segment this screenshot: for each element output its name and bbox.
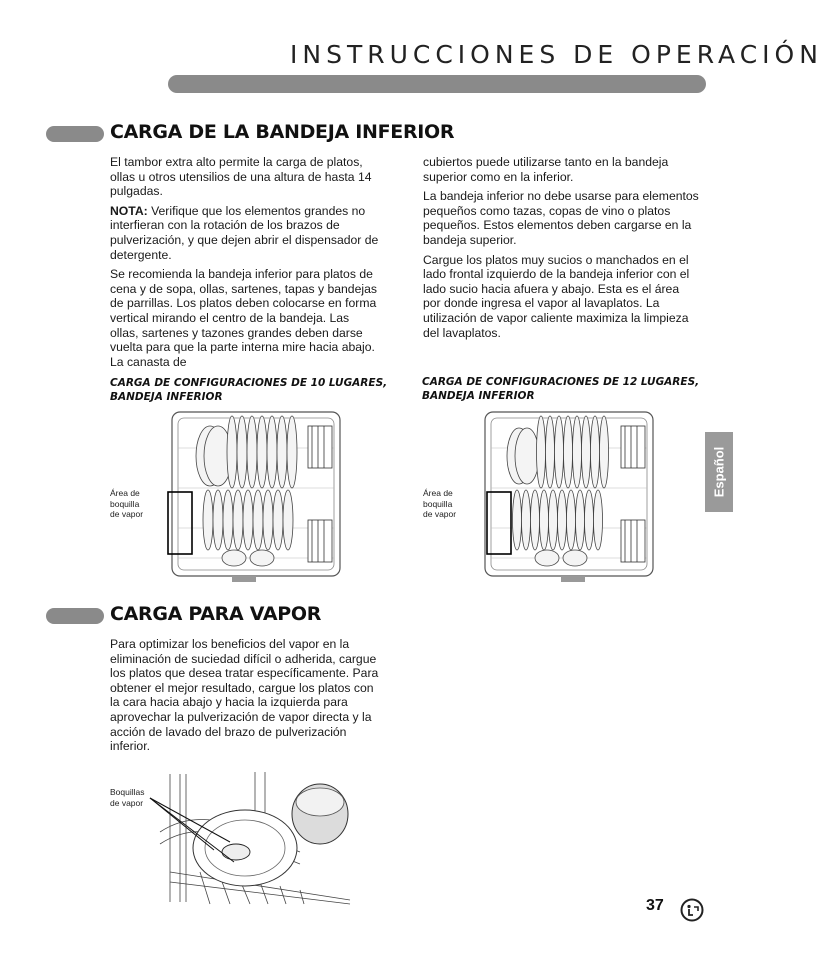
rack-illustration-10-place <box>150 408 360 586</box>
note-label: NOTA: <box>110 203 148 218</box>
section1-left-column <box>110 155 380 374</box>
lg-logo-icon <box>680 898 704 922</box>
section-title-steam-loading: CARGA PARA VAPOR <box>110 603 322 625</box>
section-marker-pill <box>46 126 104 142</box>
language-side-tab <box>705 432 733 512</box>
page-number: 37 <box>646 897 664 914</box>
paragraph: El tambor extra alto permite la carga de platos, ollas u otros utensilios de una altura de hasta 14 pulgadas. <box>110 155 372 199</box>
steam-nozzle-illustration <box>150 772 360 904</box>
figure-caption-10-place: CARGA DE CONFIGURACIONES DE 10 LUGARES, BANDEJA INFERIOR <box>110 377 388 403</box>
section1-right-column <box>423 155 700 345</box>
page-header-title: INSTRUCCIONES DE OPERACIÓN <box>290 40 823 69</box>
paragraph: Para optimizar los beneficios del vapor en la eliminación de suciedad difícil o adherida, cargue los platos que desea tratar específicamente. Para obtener el mejor resultado, cargue los platos con la cara hacia abajo y hacia la izquierda para aprovechar la pulverización de vapor directa y la acción de lavado del brazo de pulverización inferior. <box>110 637 379 754</box>
steam-nozzle-area-label: Área de boquilla de vapor <box>110 488 144 519</box>
section-title-lower-rack: CARGA DE LA BANDEJA INFERIOR <box>110 121 455 143</box>
section-marker-pill <box>46 608 104 624</box>
header-bar <box>168 75 706 93</box>
language-label: Español <box>711 446 727 498</box>
paragraph: cubiertos puede utilizarse tanto en la bandeja superior como en la inferior. <box>423 155 669 184</box>
figure-caption-12-place: CARGA DE CONFIGURACIONES DE 12 LUGARES, BANDEJA INFERIOR <box>422 376 700 402</box>
paragraph: La bandeja inferior no debe usarse para elementos pequeños como tazas, copas de vino o platos pequeños. Estos elementos deben cargarse en la bandeja superior. <box>423 189 699 247</box>
note-text: Verifique que los elementos grandes no interfieran con la rotación de los brazos de pulverización, y que dejen abrir el dispensador de detergente. <box>110 203 379 262</box>
paragraph: Cargue los platos muy sucios o manchados en el lado frontal izquierdo de la bandeja inferior con el lado sucio hacia afuera y abajo. Esta es el área por donde ingresa el vapor al lavaplatos. La utilización de vapor caliente maximiza la limpieza del lavaplatos. <box>423 252 690 340</box>
steam-nozzle-area-label: Área de boquilla de vapor <box>423 488 457 519</box>
section2-column <box>110 637 385 759</box>
paragraph: Se recomienda la bandeja inferior para platos de cena y de sopa, ollas, sartenes, tapas y bandejas de parrillas. Los platos deben colocarse en forma vertical mirando el centro de la bandeja. Las ollas, sartenes y tazones grandes deben darse vuelta para que la parte interna mire hacia abajo. La canasta de <box>110 267 377 369</box>
note-paragraph <box>110 204 380 262</box>
steam-nozzles-label: Boquillas de vapor <box>110 787 145 808</box>
rack-illustration-12-place <box>463 408 673 586</box>
